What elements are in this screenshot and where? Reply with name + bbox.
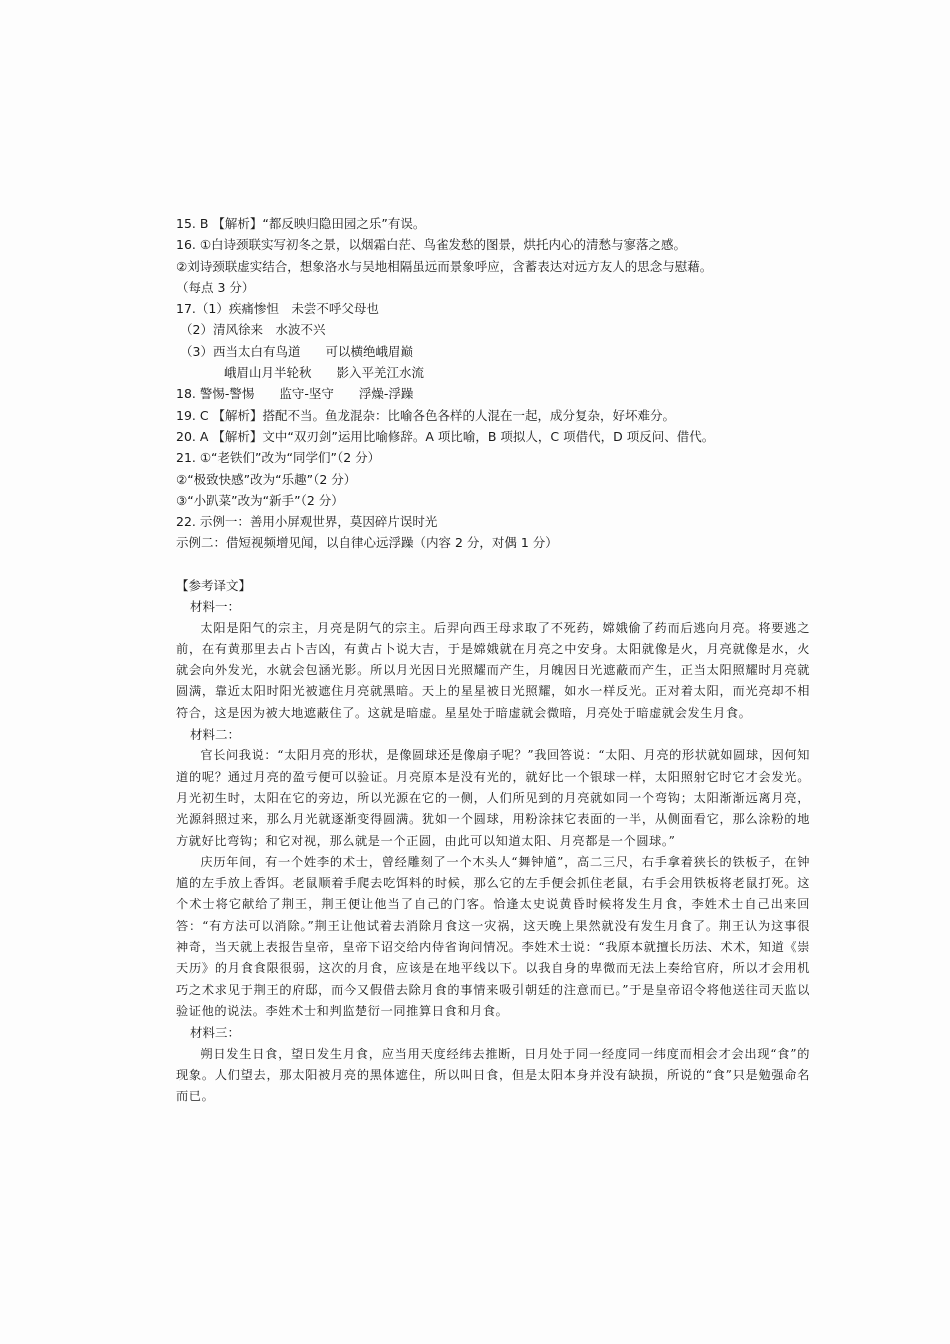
material-2-heading: 材料二： bbox=[190, 727, 241, 743]
material-3-heading: 材料三： bbox=[190, 1025, 241, 1041]
translation-heading: 【参考译文】 bbox=[176, 578, 252, 593]
answer-19: 19. C 【解析】搭配不当。鱼龙混杂：比喻各色各样的人混在一起，成分复杂，好坏难分。 bbox=[176, 407, 676, 423]
answer-15: 15. B 【解析】“都反映归隐田园之乐”有误。 bbox=[176, 216, 426, 231]
material-2-paragraph: 官长问我说：“太阳月亮的形状，是像圆球还是像扇子呢？”我回答说：“太阳、月亮的形状就如圆球，因何知道的呢？通过月亮的盈亏便可以验证。月亮原本是没有光的，就好比一个银球一样，太阳照射它时它才会发光。月光初生时，太阳在它的旁边，所以光源在它的一侧，人们所见到的月亮就如同一个弯钩；太阳渐渐远离月亮，光源斜照过来，那么月光就逐渐变得圆满。犹如一个圆球，用粉涂抹它表面的一半，从侧面看它，那么涂粉的地方就好比弯钩；和它对视，那么就是一个正圆，由此可以知道太阳、月亮都是一个圆球。” bbox=[176, 748, 810, 848]
answer-16-part1: 16. ①白诗颈联实写初冬之景，以烟霜白茫、鸟雀发愁的图景，烘托内心的清愁与寥落之感。 bbox=[176, 237, 687, 253]
answer-17-3: （3）西当太白有鸟道 可以横绝峨眉巅 bbox=[180, 343, 413, 359]
reference-translation bbox=[176, 575, 810, 1107]
answer-17-1: 17.（1）疾痛惨怛 未尝不呼父母也 bbox=[176, 301, 379, 317]
answer-21-1: 21. ①“老铁们”改为“同学们”（2 分） bbox=[176, 450, 381, 466]
material-1-paragraph: 太阳是阳气的宗主，月亮是阴气的宗主。后羿向西王母求取了不死药，嫦娥偷了药而后逃向月亮。将要逃之前，在有黄那里去占卜吉凶，有黄占卜说大吉，于是嫦娥就在月亮之中安身。太阳就像是火，月亮就像是水，火就会向外发光，水就会包涵光影。所以月光因日光照耀而产生，月魄因日光遮蔽而产生，正当太阳照耀时月亮就圆满，靠近太阳时阳光被遮住月亮就黑暗。天上的星星被日光照耀，如水一样反光。正对着太阳，而光亮却不相符合，这是因为被大地遮蔽住了。这就是暗虚。星星处于暗虚就会微暗，月亮处于暗虚就会发生月食。 bbox=[176, 620, 810, 720]
material-2-paragraph: 庆历年间，有一个姓李的术士，曾经雕刻了一个木头人“舞钟馗”，高二三尺，右手拿着狭长的铁板子，在钟馗的左手放上香饵。老鼠顺着手爬去吃饵料的时候，那么它的左手便会抓住老鼠，右手会用铁板将老鼠打死。这个术士将它献给了荆王，荆王便让他当了自己的门客。恰逢太史说黄昏时候将发生月食，李姓术士自己出来回答：“有方法可以消除。”荆王让他试着去消除月食这一灾祸，这天晚上果然就没有发生月食了。荆王认为这事很神奇，当天就上表报告皇帝，皇帝下诏交给内侍省询问情况。李姓术士说：“我原本就擅长历法、术术，知道《崇天历》的月食食限很弱，这次的月食，应该是在地平线以下。以我自身的卑微而无法上奏给官府，所以才会用机巧之术求见于荆王的府邸，而今又假借去除月食的事情来吸引朝廷的注意而已。”于是皇帝诏令将他送往司天监以验证他的说法。李姓术士和判监楚衍一同推算日食和月食。 bbox=[176, 854, 810, 1018]
answer-17-2: （2）清风徐来 水波不兴 bbox=[180, 322, 326, 338]
answer-21-2: ②“极致快感”改为“乐趣”（2 分） bbox=[176, 471, 357, 487]
answer-18: 18. 警惕-警惕 监守-坚守 浮燥-浮躁 bbox=[176, 386, 414, 402]
answer-20: 20. A 【解析】文中“双刃剑”运用比喻修辞。A 项比喻，B 项拟人，C 项借代，D 项反问、借代。 bbox=[176, 428, 715, 444]
answer-21-3: ③“小趴菜”改为“新手”（2 分） bbox=[176, 492, 344, 508]
material-3-paragraph: 朔日发生日食，望日发生月食，应当用天度经纬去推断，日月处于同一经度同一纬度而相会才会出现“食”的现象。人们望去，那太阳被月亮的黑体遮住，所以叫日食，但是太阳本身并没有缺损，所说的“食”只是勉强命名而已。 bbox=[176, 1046, 810, 1104]
answer-22-2: 示例二：借短视频增见闻，以自律心远浮躁（内容 2 分，对偶 1 分） bbox=[176, 535, 558, 551]
answer-key bbox=[176, 213, 816, 554]
answer-17-3b: 峨眉山月半轮秋 影入平羌江水流 bbox=[224, 365, 425, 381]
answer-22-1: 22. 示例一：善用小屏观世界，莫因碎片误时光 bbox=[176, 514, 438, 530]
answer-16-part2: ②刘诗颈联虚实结合，想象洛水与吴地相隔虽远而景象呼应，含蓄表达对远方友人的思念与慰藉。 bbox=[176, 258, 713, 274]
material-1-heading: 材料一： bbox=[190, 599, 241, 615]
answer-16-score: （每点 3 分） bbox=[176, 279, 255, 295]
